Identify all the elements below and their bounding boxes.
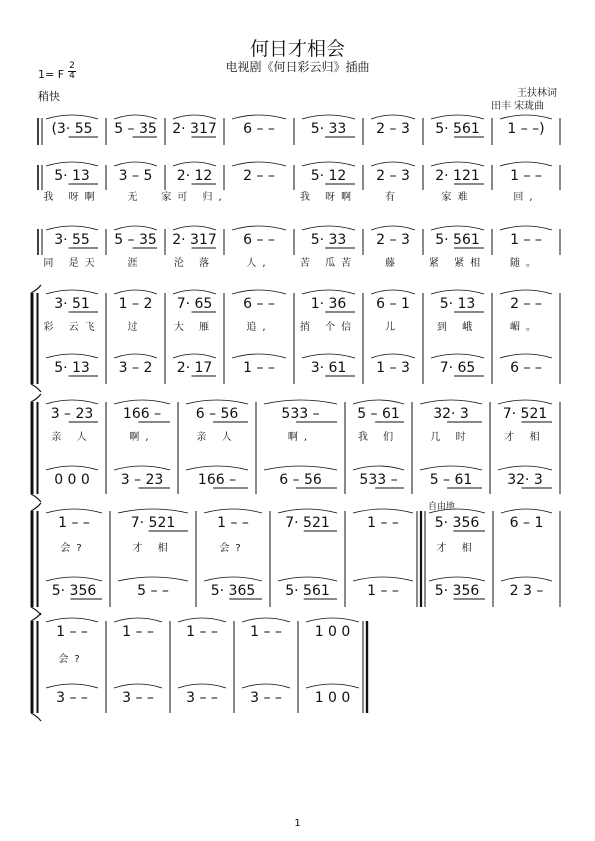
- song-title: 何日才相会: [249, 38, 345, 60]
- lyric-text: 家可 归,: [161, 192, 228, 203]
- measure-notes: 1 – –: [58, 515, 90, 531]
- measure-notes: 6 – –: [510, 360, 542, 376]
- measure-notes: 5 – 61: [357, 406, 400, 422]
- bracket-hook-bottom: [31, 384, 41, 392]
- slur-arc: [306, 618, 359, 622]
- measure-notes: 3 – 5: [118, 168, 153, 184]
- slur-arc: [46, 400, 98, 404]
- bracket-hook-top: [31, 503, 41, 511]
- slur-arc: [114, 290, 157, 294]
- measure-notes: 2· 17: [176, 360, 213, 376]
- measure-notes: 533 –: [281, 406, 320, 422]
- measure-notes: 5 – 35: [114, 232, 157, 248]
- measure-notes: 6 – 1: [376, 296, 410, 312]
- measure-notes: 5· 356: [51, 583, 97, 599]
- slur-arc: [498, 400, 552, 404]
- composer-credit: 田丰 宋珑曲: [491, 101, 545, 112]
- slur-arc: [420, 466, 482, 470]
- measure-notes: 5· 12: [310, 168, 347, 184]
- lyric-text: 才 相: [436, 543, 478, 554]
- measure-notes: 1 – –: [510, 232, 542, 248]
- slur-arc: [186, 466, 248, 470]
- bracket-hook-top: [31, 613, 41, 621]
- measure-notes: 5· 365: [210, 583, 256, 599]
- measure-notes: 7· 65: [176, 296, 213, 312]
- lyric-text: 捎 个信: [299, 322, 358, 333]
- measure-notes: 7· 521: [130, 515, 176, 531]
- lyric-text: 有: [385, 192, 401, 203]
- lyric-text: 过: [127, 322, 144, 333]
- slur-arc: [46, 354, 98, 358]
- slur-arc: [498, 466, 552, 470]
- slur-arc: [232, 226, 286, 230]
- slur-arc: [242, 684, 290, 688]
- measure-notes: 6 – 56: [195, 406, 239, 422]
- slur-arc: [371, 290, 415, 294]
- lyric-text: 几 时: [430, 432, 472, 443]
- lyricist-credit: 王扶林词: [517, 88, 557, 99]
- slur-arc: [114, 466, 170, 470]
- slur-arc: [353, 577, 413, 581]
- lyric-text: 无: [127, 192, 144, 203]
- lyric-text: 啊,: [287, 432, 314, 443]
- slur-arc: [118, 577, 188, 581]
- measure-notes: 3 – 2: [118, 360, 153, 376]
- slur-arc: [431, 162, 484, 166]
- measure-notes: 1 – –: [56, 624, 88, 640]
- slur-arc: [353, 400, 404, 404]
- slur-arc: [306, 684, 359, 688]
- slur-arc: [302, 290, 355, 294]
- measure-notes: 2· 121: [435, 168, 480, 184]
- bracket-hook-top: [31, 394, 41, 402]
- slur-arc: [431, 115, 484, 119]
- slur-arc: [500, 115, 552, 119]
- slur-arc: [46, 509, 102, 513]
- measure-notes: 5· 356: [434, 583, 480, 599]
- slur-arc: [173, 354, 216, 358]
- slur-arc: [500, 226, 552, 230]
- measure-notes: 6 – –: [243, 121, 275, 137]
- slur-arc: [232, 354, 286, 358]
- lyric-text: 我 呀啊: [299, 192, 358, 203]
- measure-notes: 3 – –: [186, 690, 218, 706]
- slur-arc: [204, 577, 262, 581]
- lyric-text: 苦 瓜苦: [299, 258, 358, 269]
- slur-arc: [114, 618, 162, 622]
- slur-arc: [500, 354, 552, 358]
- measure-notes: 5 – 61: [429, 472, 473, 488]
- measure-notes: 5· 13: [54, 168, 90, 184]
- measure-notes: 2· 317: [172, 121, 217, 137]
- slur-arc: [431, 290, 484, 294]
- slur-arc: [501, 577, 552, 581]
- slur-arc: [500, 162, 552, 166]
- slur-arc: [264, 466, 337, 470]
- measure-notes: 5· 33: [310, 232, 347, 248]
- measure-notes: 6 – 1: [509, 515, 544, 531]
- slur-arc: [353, 466, 404, 470]
- key-signature: 1= F: [38, 68, 65, 81]
- lyric-text: 我 们: [357, 432, 400, 443]
- measure-notes: 1 – –: [367, 583, 399, 599]
- measure-notes: 6 – –: [243, 296, 275, 312]
- measure-notes: 2 – 3: [376, 121, 410, 137]
- measure-notes: 32· 3: [433, 406, 469, 422]
- slur-arc: [302, 226, 355, 230]
- slur-arc: [173, 290, 216, 294]
- measure-notes: 533 –: [359, 472, 398, 488]
- measure-notes: 2· 317: [172, 232, 217, 248]
- slur-arc: [278, 577, 337, 581]
- slur-arc: [114, 115, 157, 119]
- slur-arc: [114, 162, 157, 166]
- measure-notes: 5 – –: [137, 583, 169, 599]
- measure-notes: 2 3 –: [509, 583, 544, 599]
- slur-arc: [302, 354, 355, 358]
- slur-arc: [186, 400, 248, 404]
- bracket-hook-top: [31, 285, 41, 293]
- measure-notes: 1 – –: [186, 624, 218, 640]
- lyric-text: 家难: [441, 192, 474, 203]
- slur-arc: [114, 226, 157, 230]
- slur-arc: [420, 400, 482, 404]
- measure-notes: 7· 521: [502, 406, 548, 422]
- bracket-hook-bottom: [31, 494, 41, 502]
- measure-notes: 3· 61: [310, 360, 347, 376]
- measure-notes: 1 – –: [510, 168, 542, 184]
- slur-arc: [114, 684, 162, 688]
- slur-arc: [232, 115, 286, 119]
- slur-arc: [178, 618, 226, 622]
- slur-arc: [173, 226, 216, 230]
- measure-notes: 1 0 0: [314, 624, 351, 640]
- measure-notes: 3 – 23: [50, 406, 94, 422]
- measure-notes: 6 – –: [243, 232, 275, 248]
- time-signature-top: 2: [69, 61, 75, 71]
- measure-notes: 5· 13: [54, 360, 90, 376]
- lyric-text: 嵋。: [510, 322, 542, 333]
- measure-notes: 1· 36: [310, 296, 347, 312]
- measure-notes: 1 – –: [122, 624, 154, 640]
- lyric-text: 彩 云飞: [43, 322, 101, 333]
- measure-notes: 1 – 2: [118, 296, 153, 312]
- lyric-text: 亲 人: [51, 432, 93, 443]
- slur-arc: [429, 577, 485, 581]
- lyric-text: 藤: [385, 258, 401, 269]
- free-time-marking: 自由地: [428, 502, 456, 512]
- slur-arc: [46, 577, 102, 581]
- measure-notes: 3 – –: [56, 690, 88, 706]
- slur-arc: [431, 226, 484, 230]
- slur-arc: [114, 400, 170, 404]
- measure-notes: 5 – 35: [114, 121, 157, 137]
- lyric-text: 才 相: [132, 543, 174, 554]
- slur-arc: [204, 509, 262, 513]
- bracket-hook-bottom: [31, 713, 41, 721]
- slur-arc: [46, 618, 98, 622]
- slur-arc: [302, 115, 355, 119]
- slur-arc: [46, 162, 98, 166]
- slur-arc: [431, 354, 484, 358]
- lyric-text: 追,: [246, 322, 272, 333]
- slur-arc: [173, 162, 216, 166]
- slur-arc: [232, 290, 286, 294]
- slur-arc: [371, 115, 415, 119]
- slur-arc: [264, 400, 337, 404]
- measure-notes: 3 – –: [122, 690, 154, 706]
- slur-arc: [232, 162, 286, 166]
- measure-notes: 5· 13: [439, 296, 476, 312]
- lyric-text: 同 是天: [43, 258, 101, 269]
- measure-notes: 0 0 0: [54, 472, 90, 488]
- measure-notes: 1 – –: [250, 624, 282, 640]
- slur-arc: [242, 618, 290, 622]
- measure-notes: 2 – –: [243, 168, 275, 184]
- measure-notes: 2 – –: [510, 296, 542, 312]
- measure-notes: 5· 33: [310, 121, 347, 137]
- slur-arc: [173, 115, 216, 119]
- slur-arc: [302, 162, 355, 166]
- lyric-text: 随。: [510, 258, 542, 269]
- measure-notes: 7· 521: [285, 515, 330, 531]
- slur-arc: [46, 115, 98, 119]
- slur-arc: [501, 509, 552, 513]
- lyric-text: 会?: [219, 543, 247, 554]
- measure-notes: 1 0 0: [314, 690, 351, 706]
- lyric-text: 大 雁: [173, 322, 216, 333]
- measure-notes: 1 – –: [367, 515, 399, 531]
- slur-arc: [500, 290, 552, 294]
- lyric-text: 紧 紧相: [428, 258, 487, 269]
- measure-notes: (3· 55: [51, 121, 93, 137]
- slur-arc: [353, 509, 413, 513]
- measure-notes: 2 – 3: [376, 232, 410, 248]
- measure-notes: 6 – 56: [279, 472, 322, 488]
- lyric-text: 亲 人: [196, 432, 238, 443]
- measure-notes: 1 – –: [243, 360, 275, 376]
- measure-notes: 1 – 3: [376, 360, 410, 376]
- measure-notes: 5· 356: [434, 515, 480, 531]
- measure-notes: 3· 55: [54, 232, 90, 248]
- slur-arc: [371, 226, 415, 230]
- measure-notes: 166 –: [197, 472, 237, 488]
- measure-notes: 3· 51: [54, 296, 90, 312]
- lyric-text: 会?: [58, 654, 86, 665]
- lyric-text: 人,: [246, 258, 272, 269]
- lyric-text: 沦 落: [173, 258, 216, 269]
- measure-notes: 5· 561: [285, 583, 330, 599]
- song-subtitle: 电视剧《何日彩云归》插曲: [225, 60, 370, 74]
- measure-notes: 1 – –): [507, 121, 545, 137]
- lyric-text: 才 相: [504, 432, 546, 443]
- tempo-marking: 稍快: [38, 90, 60, 103]
- lyric-text: 我 呀啊: [43, 192, 101, 203]
- measure-notes: 166 –: [122, 406, 162, 422]
- slur-arc: [371, 162, 415, 166]
- lyric-text: 回,: [513, 192, 539, 203]
- slur-arc: [118, 509, 188, 513]
- slur-arc: [46, 226, 98, 230]
- measure-notes: 7· 65: [439, 360, 476, 376]
- lyric-text: 到 峨: [436, 322, 479, 333]
- measure-notes: 5· 561: [435, 121, 480, 137]
- slur-arc: [178, 684, 226, 688]
- bracket-hook-bottom: [31, 607, 41, 615]
- measure-notes: 3 – –: [250, 690, 282, 706]
- measure-notes: 2· 12: [176, 168, 213, 184]
- slur-arc: [371, 354, 415, 358]
- lyric-text: 会?: [60, 543, 88, 554]
- slur-arc: [114, 354, 157, 358]
- lyric-text: 啊,: [129, 432, 155, 443]
- slur-arc: [46, 290, 98, 294]
- measure-notes: 1 – –: [217, 515, 249, 531]
- slur-arc: [46, 466, 98, 470]
- slur-arc: [46, 684, 98, 688]
- page-number: 1: [294, 818, 301, 829]
- measure-notes: 3 – 23: [120, 472, 164, 488]
- time-signature-bottom: 4: [69, 71, 75, 81]
- slur-arc: [278, 509, 337, 513]
- lyric-text: 涯: [127, 258, 144, 269]
- measure-notes: 32· 3: [507, 472, 543, 488]
- measure-notes: 2 – 3: [376, 168, 410, 184]
- lyric-text: 儿: [385, 322, 401, 333]
- measure-notes: 5· 561: [435, 232, 480, 248]
